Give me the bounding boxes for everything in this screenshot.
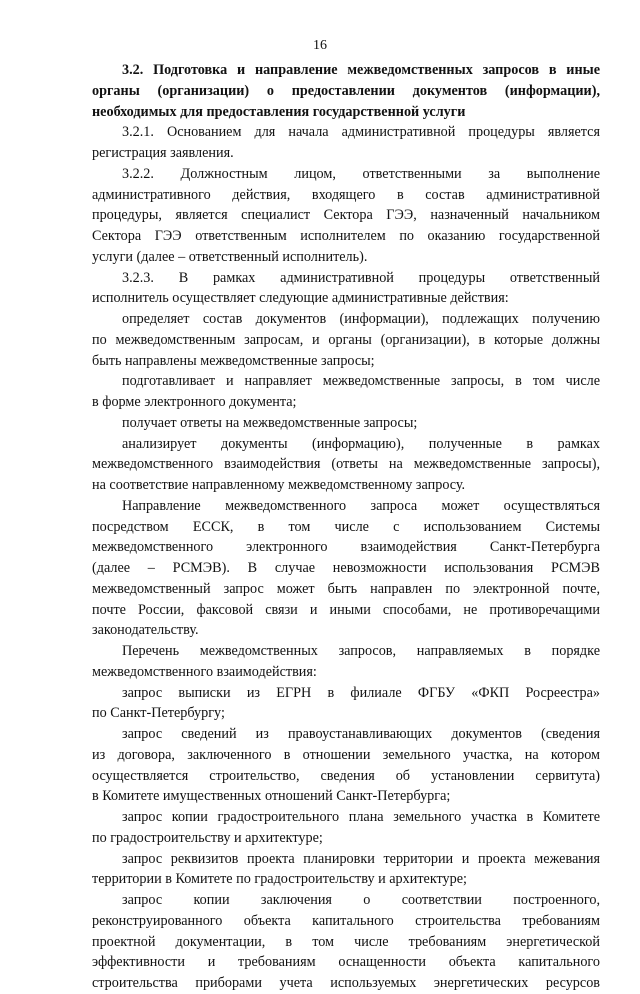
paragraph-line: реконструированного объекта капитального строительства требованиям: [92, 912, 600, 929]
paragraph-line: межведомственного электронного взаимодействия Санкт-Петербурга: [92, 539, 600, 556]
paragraph-line: исполнитель осуществляет следующие административные действия:: [92, 290, 509, 307]
paragraph-line: в Комитете имущественных отношений Санкт-Петербурга;: [92, 788, 451, 805]
paragraph-line: услуги (далее – ответственный исполнитель).: [92, 248, 368, 265]
request-item-planning-project: [92, 849, 600, 891]
paragraph-line: по Санкт-Петербургу;: [92, 705, 225, 722]
paragraph-line: регистрация заявления.: [92, 145, 234, 161]
paragraph-line: территории в Комитете по градостроительству и архитектуре;: [92, 871, 467, 888]
paragraph-line: административного действия, входящего в состав административной: [92, 186, 600, 203]
list-item-analyze: [92, 434, 600, 496]
heading-line: 3.2. Подготовка и направление межведомственных запросов в иные: [122, 62, 600, 78]
paragraph-3-2-1: [92, 122, 600, 164]
paragraph-line: на соответствие направленному межведомственному запросу.: [92, 477, 466, 493]
paragraph-line: 3.2.1. Основанием для начала административной процедуры является: [122, 124, 600, 141]
paragraph-line: определяет состав документов (информации), подлежащих получению: [122, 311, 600, 327]
paragraph-line: в форме электронного документа;: [92, 394, 297, 410]
paragraph-line: посредством ЕССК, в том числе с использованием Системы: [92, 518, 600, 535]
paragraph-line: межведомственного взаимодействия:: [92, 663, 317, 680]
list-item-receive: [92, 413, 600, 434]
paragraph-line: быть направлены межведомственные запросы;: [92, 352, 375, 369]
list-item-prepare: [92, 371, 600, 413]
paragraph-line: процедуры, является специалист Сектора ГЭЭ, назначенный начальником: [92, 207, 600, 224]
paragraph-line: запрос реквизитов проекта планировки территории и проекта межевания: [122, 850, 600, 867]
paragraph-line: строительства приборами учета используемых энергетических ресурсов: [92, 975, 600, 991]
paragraph-line: запрос сведений из правоустанавливающих документов (сведения: [122, 726, 600, 742]
paragraph-line: запрос копии заключения о соответствии построенного,: [122, 892, 600, 908]
page-number: 16: [313, 38, 327, 53]
paragraph-line: запрос копии градостроительного плана земельного участка в Комитете: [122, 809, 600, 825]
paragraph-line: Сектора ГЭЭ ответственным исполнителем по оказанию государственной: [92, 228, 600, 244]
section-heading: [92, 60, 600, 122]
paragraph-line: запрос выписки из ЕГРН в филиале ФГБУ «ФКП Росреестра»: [122, 684, 600, 701]
paragraph-line: подготавливает и направляет межведомственные запросы, в том числе: [122, 373, 600, 390]
request-item-egrn: [92, 683, 600, 725]
paragraph-line: 3.2.2. Должностным лицом, ответственными за выполнение: [122, 165, 600, 182]
paragraph-line: проектной документации, в том числе требованиям энергетической: [92, 933, 600, 950]
paragraph-line: анализирует документы (информацию), полученные в рамках: [122, 435, 600, 452]
list-item-determine: [92, 309, 600, 371]
request-item-gpzu: [92, 807, 600, 849]
paragraph-line: межведомственного взаимодействия (ответы на межведомственные запросы),: [92, 456, 600, 473]
paragraph-3-2-2: [92, 164, 600, 268]
document-body: [92, 60, 600, 994]
paragraph-line: эффективности и требованиям оснащенности объекта капитального: [92, 954, 600, 971]
paragraph-list-intro: [92, 641, 600, 683]
paragraph-line: межведомственный запрос может быть направлен по электронной почте,: [92, 580, 600, 597]
paragraph-3-2-3: [92, 268, 600, 310]
paragraph-line: получает ответы на межведомственные запросы;: [122, 414, 418, 431]
request-item-title-documents: [92, 724, 600, 807]
paragraph-line: законодательству.: [92, 622, 199, 639]
heading-line: необходимых для предоставления государственной услуги: [92, 103, 466, 120]
paragraph-direction: [92, 496, 600, 641]
request-item-conformity-conclusion: [92, 890, 600, 994]
heading-line: органы (организации) о предоставлении документов (информации),: [92, 82, 600, 99]
paragraph-line: по градостроительству и архитектуре;: [92, 829, 323, 846]
paragraph-line: 3.2.3. В рамках административной процедуры ответственный: [122, 269, 600, 286]
paragraph-line: Направление межведомственного запроса может осуществляться: [122, 497, 600, 514]
paragraph-line: почте России, факсовой связи и иными способами, не противоречащими: [92, 601, 600, 618]
paragraph-line: по межведомственным запросам, и органы (организации), в которые должны: [92, 331, 600, 348]
paragraph-line: осуществляется строительство, сведения об установлении сервитута): [92, 767, 600, 784]
paragraph-line: Перечень межведомственных запросов, направляемых в порядке: [122, 643, 600, 659]
paragraph-line: из договора, заключенного в отношении земельного участка, на котором: [92, 746, 600, 763]
paragraph-line: (далее – РСМЭВ). В случае невозможности использования РСМЭВ: [92, 560, 600, 576]
